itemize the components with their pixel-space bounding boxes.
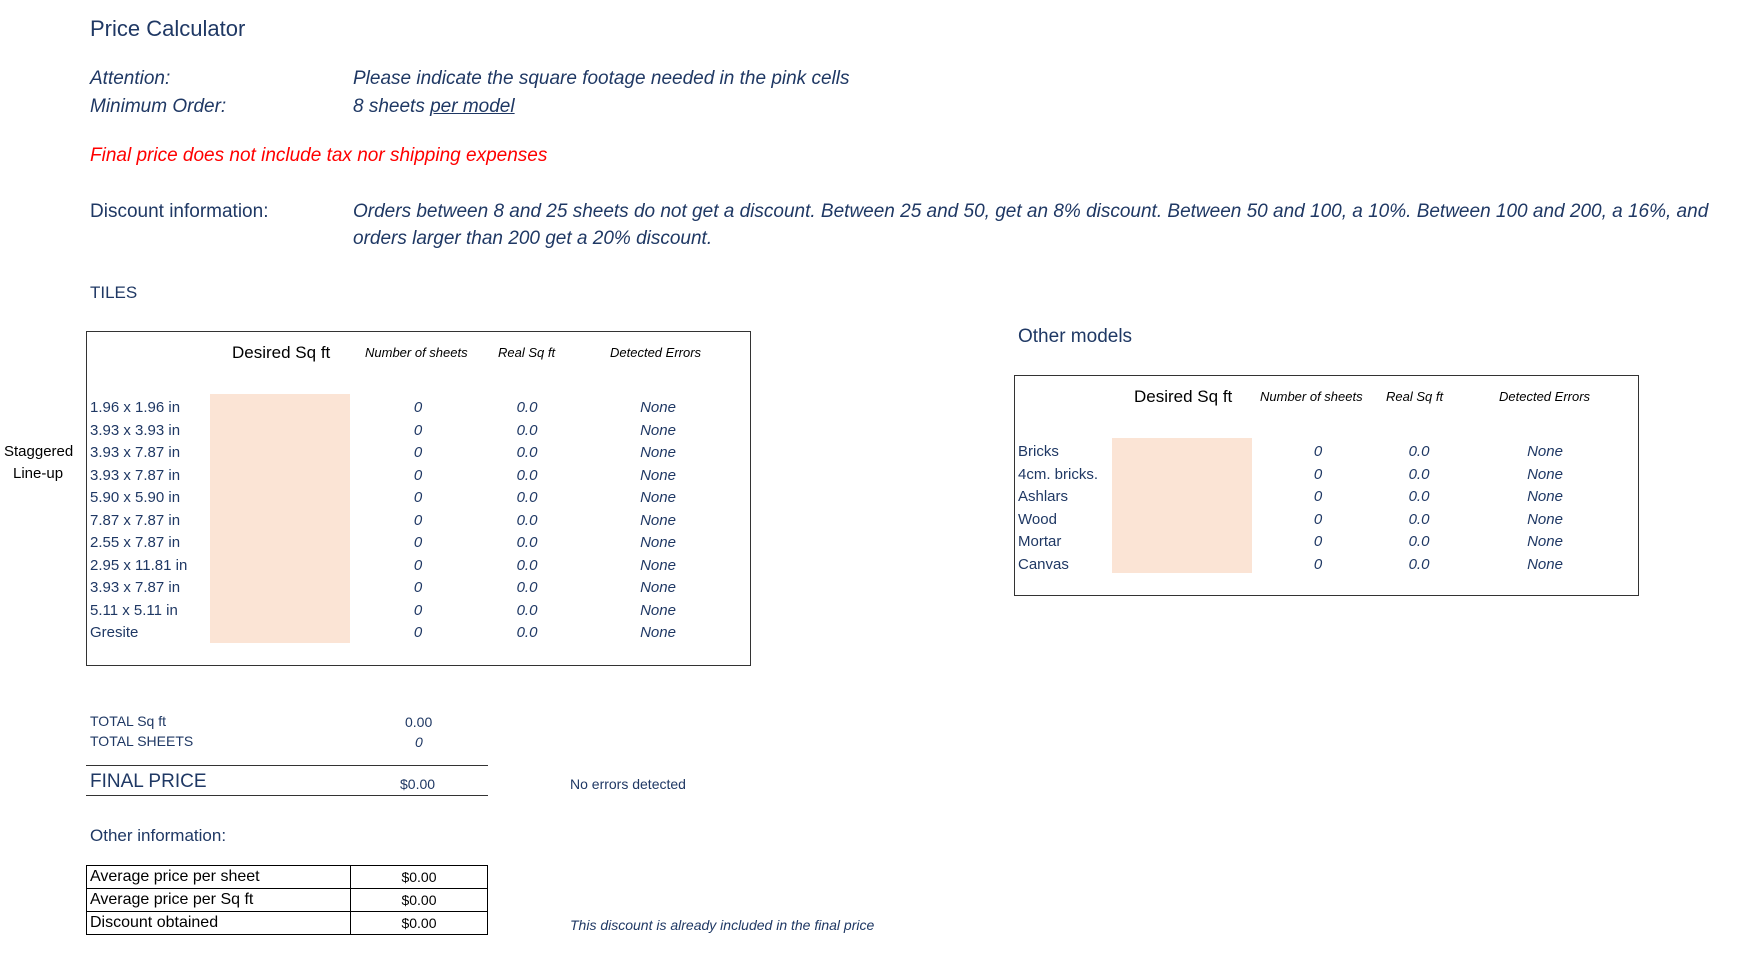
total-sheets-label: TOTAL SHEETS (90, 733, 194, 749)
row-sheets-value: 0 (413, 534, 423, 551)
discount-obtained-value: $0.00 (351, 912, 488, 935)
discount-text-line1: Orders between 8 and 25 sheets do not get a discount. Between 25 and 50, get an 8% discount. Between 50 and 100, a 10%. Between 100 and 200, a 16%, and (353, 201, 1709, 222)
row-sheets-value: 0 (413, 601, 423, 619)
row-sheets-value: 0 (413, 399, 423, 416)
row-errors-value: None (1527, 443, 1563, 460)
page-title: Price Calculator (90, 16, 246, 41)
attention-text: Please indicate the square footage needed in the pink cells (353, 68, 850, 89)
table-row (87, 866, 488, 889)
row-sheets-value: 0 (413, 444, 423, 461)
row-sheets-value: 0 (1313, 555, 1323, 573)
row-errors-value: None (640, 624, 676, 641)
tax-warning: Final price does not include tax nor shipping expenses (90, 145, 548, 166)
total-sqft-label: TOTAL Sq ft (90, 713, 166, 729)
discount-text-line2: orders larger than 200 get a 20% discount. (353, 228, 713, 249)
final-price-value: $0.00 (400, 776, 436, 792)
errors-status: No errors detected (570, 776, 686, 792)
row-real-value: 0.0 (516, 534, 538, 551)
row-real-value: 0.0 (516, 624, 538, 641)
row-errors-value: None (640, 444, 676, 461)
row-label: Canvas (1018, 555, 1069, 573)
avg-sheet-value: $0.00 (351, 866, 488, 889)
final-price-label: FINAL PRICE (90, 771, 207, 792)
row-errors-value: None (640, 534, 676, 551)
avg-sheet-label: Average price per sheet (87, 866, 351, 889)
row-label: Mortar (1018, 533, 1062, 550)
row-errors-value: None (640, 421, 676, 439)
row-errors-value: None (640, 579, 676, 596)
row-sheets-value: 0 (1313, 488, 1323, 505)
row-errors-value: None (1527, 533, 1563, 550)
tiles-header-errors: Detected Errors (610, 345, 702, 360)
row-sheets-value: 0 (413, 421, 423, 439)
row-label: Gresite (90, 624, 139, 641)
other-header-real: Real Sq ft (1386, 389, 1444, 404)
row-real-value: 0.0 (1408, 510, 1430, 528)
row-sheets-value: 0 (413, 579, 423, 596)
lineup-label: Line-up (13, 465, 64, 482)
row-real-value: 0.0 (516, 421, 538, 439)
other-header-sheets: Number of sheets (1260, 389, 1363, 404)
tiles-header-real: Real Sq ft (498, 345, 556, 360)
minimum-order-label: Minimum Order: (90, 96, 227, 117)
row-errors-value: None (1527, 488, 1563, 505)
row-label: 4cm. bricks. (1018, 465, 1099, 483)
other-header-errors: Detected Errors (1499, 389, 1591, 404)
row-real-value: 0.0 (1408, 488, 1430, 505)
row-label: Ashlars (1018, 488, 1069, 505)
row-label: 3.93 x 7.87 in (90, 579, 181, 596)
row-real-value: 0.0 (1408, 443, 1430, 460)
total-sheets-value: 0 (415, 734, 423, 750)
row-real-value: 0.0 (516, 444, 538, 461)
row-errors-value: None (1527, 510, 1563, 528)
discount-obtained-label: Discount obtained (87, 912, 351, 935)
row-errors-value: None (640, 556, 676, 574)
total-sqft-value: 0.00 (405, 714, 433, 730)
other-models-label: Other models (1018, 326, 1133, 347)
row-label: 3.93 x 7.87 in (90, 444, 181, 461)
row-errors-value: None (1527, 555, 1563, 573)
tiles-header-sheets: Number of sheets (365, 345, 468, 360)
tiles-desired-input-area[interactable] (210, 394, 350, 643)
discount-note: This discount is already included in the final price (570, 917, 875, 933)
row-errors-value: None (640, 466, 676, 484)
other-info-table (86, 865, 488, 935)
row-sheets-value: 0 (413, 624, 423, 641)
other-info-label: Other information: (90, 826, 227, 845)
row-real-value: 0.0 (516, 489, 538, 506)
other-desired-input-area[interactable] (1112, 438, 1252, 573)
row-real-value: 0.0 (1408, 533, 1430, 550)
row-sheets-value: 0 (413, 511, 423, 529)
discount-label: Discount information: (90, 201, 269, 222)
minimum-order-text: 8 sheets per model (353, 96, 515, 117)
row-real-value: 0.0 (516, 579, 538, 596)
row-label: 3.93 x 3.93 in (90, 421, 181, 439)
row-sheets-value: 0 (413, 489, 423, 506)
row-sheets-value: 0 (1313, 443, 1323, 460)
row-real-value: 0.0 (1408, 555, 1430, 573)
row-sheets-value: 0 (413, 556, 423, 574)
row-errors-value: None (640, 489, 676, 506)
row-label: 5.11 x 5.11 in (90, 601, 178, 619)
row-errors-value: None (640, 511, 676, 529)
tiles-section-label: TILES (90, 283, 138, 302)
row-label: Bricks (1018, 443, 1059, 460)
tiles-header-desired: Desired Sq ft (232, 343, 331, 362)
row-label: 1.96 x 1.96 in (90, 399, 181, 416)
row-sheets-value: 0 (413, 466, 423, 484)
row-sheets-value: 0 (1313, 510, 1323, 528)
table-row (87, 889, 488, 912)
row-sheets-value: 0 (1313, 533, 1323, 550)
other-header-desired: Desired Sq ft (1134, 387, 1233, 406)
row-label: 2.55 x 7.87 in (90, 534, 181, 551)
avg-sqft-value: $0.00 (351, 889, 488, 912)
row-errors-value: None (640, 399, 676, 416)
row-real-value: 0.0 (516, 466, 538, 484)
row-real-value: 0.0 (1408, 465, 1430, 483)
row-label: 2.95 x 11.81 in (90, 556, 188, 574)
row-sheets-value: 0 (1313, 465, 1323, 483)
final-price-bottom-rule (86, 795, 488, 796)
row-label: 7.87 x 7.87 in (90, 511, 181, 529)
row-real-value: 0.0 (516, 511, 538, 529)
row-real-value: 0.0 (516, 601, 538, 619)
row-real-value: 0.0 (516, 556, 538, 574)
final-price-top-rule (86, 765, 488, 766)
row-label: Wood (1018, 510, 1057, 528)
row-errors-value: None (640, 601, 676, 619)
row-errors-value: None (1527, 465, 1563, 483)
row-real-value: 0.0 (516, 399, 538, 416)
staggered-label: Staggered (4, 443, 74, 460)
row-label: 5.90 x 5.90 in (90, 489, 181, 506)
table-row (87, 912, 488, 935)
row-label: 3.93 x 7.87 in (90, 466, 181, 484)
avg-sqft-label: Average price per Sq ft (87, 889, 351, 912)
attention-label: Attention: (90, 68, 171, 89)
